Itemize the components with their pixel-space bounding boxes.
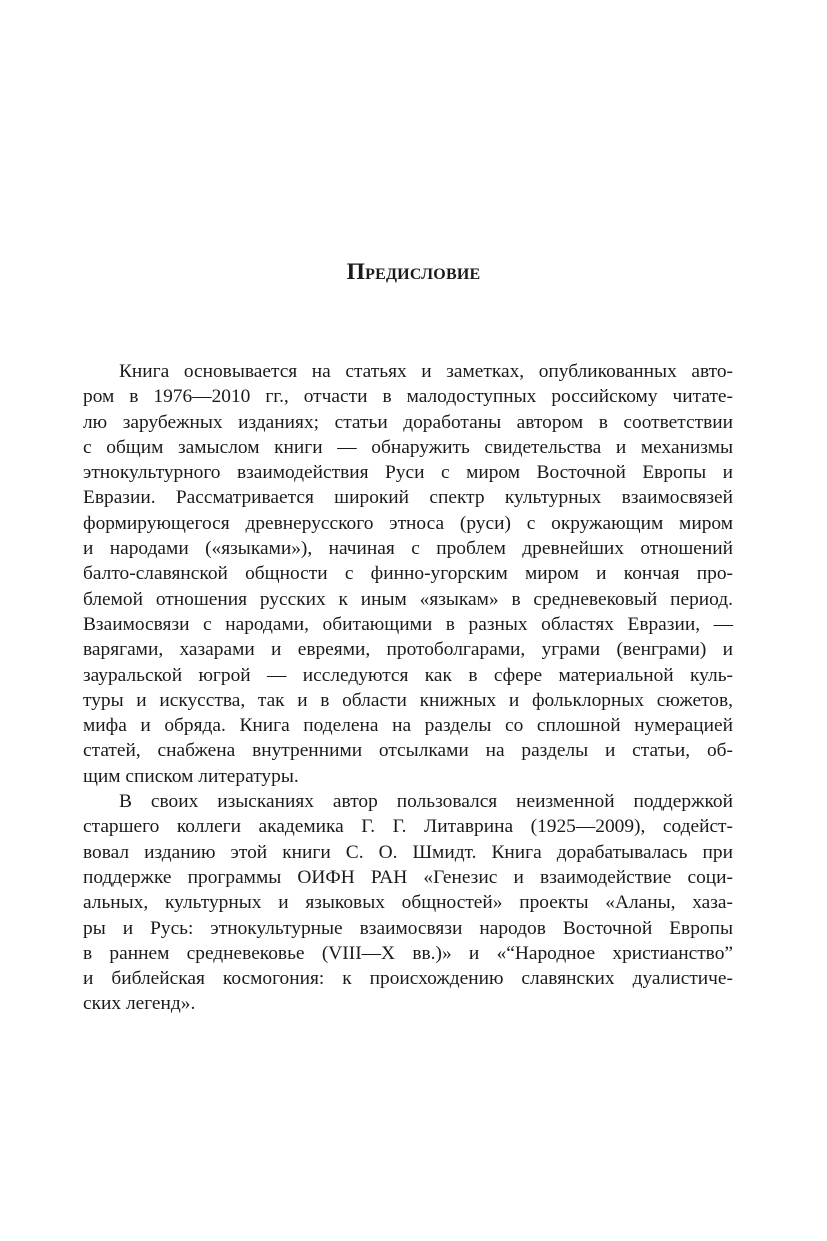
preface-body xyxy=(83,359,733,1017)
text-line: ром в 1976—2010 гг., отчасти в малодоступных российскому читате- xyxy=(83,386,733,408)
text-line: блемой отношения русских к иным «языкам» в средневековый период. xyxy=(83,588,733,610)
page-title: Предисловие xyxy=(346,259,481,285)
text-line: ских легенд». xyxy=(83,993,196,1015)
text-line: с общим замыслом книги — обнаружить свидетельства и механизмы xyxy=(83,436,733,458)
text-line: в раннем средневековье (VIII—X вв.)» и «“Народное христианство” xyxy=(83,942,733,964)
text-line: В своих изысканиях автор пользовался неизменной поддержкой xyxy=(119,791,733,813)
paragraph-1 xyxy=(83,359,733,789)
text-line: Евразии. Рассматривается широкий спектр культурных взаимосвязей xyxy=(83,487,733,509)
text-line: варягами, хазарами и евреями, протоболгарами, уграми (венграми) и xyxy=(83,639,733,661)
text-line: Взаимосвязи с народами, обитающими в разных областях Евразии, — xyxy=(83,613,733,635)
text-line: зауральской югрой — исследуются как в сфере материальной куль- xyxy=(83,664,733,686)
text-line: балто-славянской общности с финно-угорским миром и кончая про- xyxy=(83,563,733,585)
text-line: этнокультурного взаимодействия Руси с миром Восточной Европы и xyxy=(83,462,733,484)
text-line: поддержке программы ОИФН РАН «Генезис и взаимодействие соци- xyxy=(83,866,733,888)
text-line: лю зарубежных изданиях; статьи доработаны автором в соответствии xyxy=(83,411,733,433)
text-line: статей, снабжена внутренними отсылками на разделы и статьи, об- xyxy=(83,740,733,762)
text-line: альных, культурных и языковых общностей» проекты «Аланы, хаза- xyxy=(83,892,733,914)
text-line: формирующегося древнерусского этноса (руси) с окружающим миром xyxy=(83,512,733,534)
text-line: и библейская космогония: к происхождению славянских дуалистиче- xyxy=(83,968,733,990)
text-line: мифа и обряда. Книга поделена на разделы со сплошной нумерацией xyxy=(83,715,733,737)
text-line: ры и Русь: этнокультурные взаимосвязи народов Восточной Европы xyxy=(83,917,733,939)
paragraph-2 xyxy=(83,789,733,1017)
text-line: старшего коллеги академика Г. Г. Литаврина (1925—2009), содейст- xyxy=(83,816,733,838)
text-line: вовал изданию этой книги С. О. Шмидт. Книга дорабатывалась при xyxy=(83,841,733,863)
text-line: туры и искусства, так и в области книжных и фольклорных сюжетов, xyxy=(83,689,733,711)
text-line: щим списком литературы. xyxy=(83,765,299,787)
text-line: и народами («языками»), начиная с проблем древнейших отношений xyxy=(83,538,733,560)
text-line: Книга основывается на статьях и заметках, опубликованных авто- xyxy=(119,361,733,382)
